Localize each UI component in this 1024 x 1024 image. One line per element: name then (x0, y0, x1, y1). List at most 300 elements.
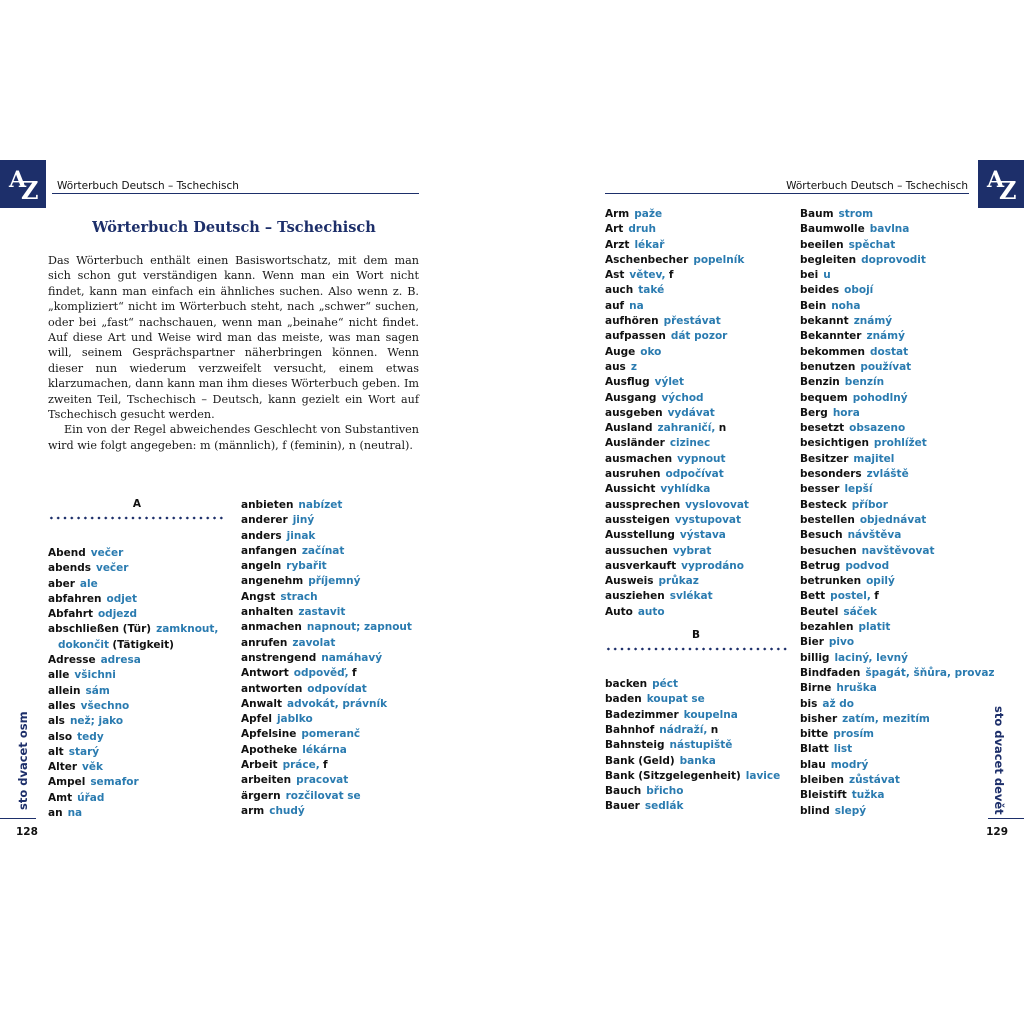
entries-column-1 (48, 497, 226, 821)
german-word: Auto (605, 605, 633, 618)
czech-translation: pomeranč (301, 728, 361, 741)
german-word: betrunken (800, 575, 862, 588)
czech-translation: než; jako (69, 715, 124, 728)
german-word: anrufen (241, 636, 288, 649)
page-number: 128 (16, 826, 38, 838)
czech-translation: známý (853, 315, 893, 328)
german-word: auf (605, 299, 625, 312)
german-word: angenehm (241, 575, 304, 588)
german-word: Amt (48, 791, 73, 804)
czech-translation: špagát, šňůra, provaz (865, 666, 995, 679)
czech-translation: zahraničí, (657, 422, 716, 435)
german-word: beides (800, 284, 840, 297)
german-word: auch (605, 284, 634, 297)
dictionary-entry (241, 789, 421, 804)
dictionary-entry (241, 743, 421, 758)
dictionary-entry (48, 684, 226, 699)
czech-translation: noha (831, 299, 861, 312)
german-word: aussuchen (605, 544, 668, 557)
german-word: besuchen (800, 544, 857, 557)
german-word: Bank (Geld) (605, 754, 675, 767)
dictionary-entry (605, 799, 787, 814)
german-word: anderer (241, 514, 288, 527)
czech-translation: semafor (90, 776, 139, 789)
dictionary-entry (605, 589, 787, 604)
czech-translation: dát pozor (670, 330, 728, 343)
german-word: Benzin (800, 376, 840, 389)
german-word: blau (800, 758, 826, 771)
dictionary-entry (800, 498, 980, 513)
az-logo: A Z (978, 160, 1024, 208)
german-word: Apotheke (241, 743, 298, 756)
czech-translation: zatím, mezitím (842, 712, 930, 725)
german-word: besonders (800, 468, 862, 481)
german-word: Alter (48, 761, 78, 774)
german-word: besichtigen (800, 437, 869, 450)
czech-translation: doprovodit (861, 253, 926, 266)
dictionary-entry (48, 806, 226, 821)
dictionary-entry (800, 345, 980, 360)
dictionary-entry (800, 804, 980, 819)
german-word: bleiben (800, 773, 844, 786)
dictionary-entry (800, 467, 980, 482)
dictionary-entry (241, 529, 421, 544)
czech-translation: dostat (870, 345, 909, 358)
czech-translation: používat (860, 360, 912, 373)
german-word: Apfelsine (241, 728, 297, 741)
german-word: ausmachen (605, 452, 673, 465)
czech-translation: podvod (845, 559, 890, 572)
german-word: benutzen (800, 360, 856, 373)
czech-translation: list (833, 743, 853, 756)
dictionary-entry (800, 788, 980, 803)
german-word: Ausweis (605, 575, 654, 588)
czech-translation: majitel (853, 452, 895, 465)
german-word: abschließen (Tür) (48, 623, 152, 636)
german-word: Baumwolle (800, 223, 865, 236)
czech-translation: větev, (629, 269, 666, 282)
german-word: Arbeit (241, 759, 278, 772)
dictionary-entry (605, 329, 787, 344)
entry-list (48, 546, 226, 821)
german-word: Bahnsteig (605, 739, 665, 752)
entry-list (605, 207, 787, 620)
german-word: Bank (Sitzgelegenheit) (605, 769, 741, 782)
dictionary-entry (605, 513, 787, 528)
dictionary-entry (800, 268, 980, 283)
german-word: anders (241, 529, 282, 542)
czech-translation: u (823, 269, 831, 282)
dictionary-entry (48, 607, 226, 622)
czech-translation: postel, (830, 590, 871, 603)
german-word: backen (605, 678, 648, 691)
german-word: antworten (241, 682, 303, 695)
dictionary-entry (800, 421, 980, 436)
german-word: Aussicht (605, 483, 656, 496)
czech-translation: opilý (866, 575, 895, 588)
section-letter: A (132, 498, 142, 510)
dictionary-entry (605, 452, 787, 467)
dictionary-entry (605, 723, 787, 738)
grammar-note: n (710, 723, 719, 736)
dictionary-entry (605, 391, 787, 406)
dictionary-entry (241, 651, 421, 666)
german-word: bekannt (800, 315, 849, 328)
dictionary-entry (800, 452, 980, 467)
grammar-note: (Tätigkeit) (112, 638, 174, 651)
czech-translation: advokát, právník (287, 697, 388, 710)
dictionary-entry (241, 559, 421, 574)
czech-translation: vystupovat (674, 513, 742, 526)
german-word: besetzt (800, 422, 845, 435)
german-word: Ausländer (605, 437, 665, 450)
czech-translation: přestávat (663, 315, 721, 328)
german-word: allein (48, 684, 81, 697)
german-word: Bleistift (800, 789, 847, 802)
dictionary-entry (241, 513, 421, 528)
dictionary-entry (605, 360, 787, 375)
german-word: Arzt (605, 238, 630, 251)
czech-translation: prosím (833, 728, 874, 741)
dictionary-entry (241, 697, 421, 712)
german-word: Bein (800, 299, 827, 312)
czech-translation: zvláště (866, 468, 909, 481)
dictionary-entry (800, 589, 980, 604)
dictionary-entry (800, 314, 980, 329)
czech-translation: nabízet (298, 499, 343, 511)
german-word: alle (48, 669, 70, 682)
german-word: an (48, 807, 63, 820)
header-rule (52, 193, 419, 194)
dictionary-entry (605, 436, 787, 451)
czech-translation: ale (79, 577, 98, 590)
czech-translation: věk (82, 761, 103, 774)
german-word: baden (605, 693, 642, 706)
czech-translation: adresa (100, 654, 141, 667)
german-word: Ausland (605, 422, 653, 435)
dictionary-entry (605, 738, 787, 753)
czech-translation: objednávat (859, 513, 927, 526)
dictionary-entry (800, 222, 980, 237)
czech-translation: koupelna (683, 708, 738, 721)
czech-translation: vyslovovat (685, 498, 749, 511)
czech-translation: péct (652, 678, 679, 691)
german-word: Auge (605, 345, 636, 358)
czech-translation: průkaz (658, 575, 699, 588)
german-word: Besitzer (800, 452, 849, 465)
dictionary-entry (800, 544, 980, 559)
czech-translation: z (630, 360, 637, 373)
german-word: Abfahrt (48, 608, 93, 621)
dictionary-entry (605, 207, 787, 222)
dictionary-entry (605, 544, 787, 559)
page-number: 129 (986, 826, 1008, 838)
dictionary-entry (241, 620, 421, 635)
dictionary-entry (48, 653, 226, 668)
german-word: anbieten (241, 499, 294, 511)
dictionary-entry (800, 712, 980, 727)
dictionary-entry (48, 622, 226, 637)
czech-translation: lékař (634, 238, 665, 251)
dictionary-entry (800, 253, 980, 268)
dictionary-entry (605, 498, 787, 513)
czech-translation: vydávat (667, 406, 715, 419)
german-word: Birne (800, 682, 832, 695)
german-word: beeilen (800, 238, 844, 251)
czech-translation: cizinec (669, 437, 711, 450)
dictionary-entry (800, 436, 980, 451)
dictionary-entry (605, 708, 787, 723)
dictionary-entry (605, 238, 787, 253)
german-word: Bett (800, 590, 826, 603)
czech-translation: zůstávat (848, 773, 900, 786)
german-word: bekommen (800, 345, 866, 358)
german-word: Arm (605, 208, 630, 220)
german-word: aussteigen (605, 513, 670, 526)
czech-translation: dokončit (58, 638, 109, 651)
german-word: Bier (800, 636, 824, 649)
dictionary-entry (605, 692, 787, 707)
dictionary-entry (605, 559, 787, 574)
czech-translation: platit (858, 621, 891, 634)
dictionary-entry (605, 406, 787, 421)
czech-translation: odjet (106, 592, 137, 605)
czech-translation: nástupiště (669, 739, 733, 752)
czech-translation: sám (85, 684, 110, 697)
german-word: ausgeben (605, 406, 663, 419)
dictionary-entry (241, 498, 421, 513)
german-word: Bahnhof (605, 723, 655, 736)
dictionary-entry (48, 791, 226, 806)
dictionary-entry (605, 421, 787, 436)
dictionary-entry (800, 727, 980, 742)
german-word: aufhören (605, 315, 659, 328)
entries-column-1 (605, 207, 787, 815)
dictionary-entry (605, 283, 787, 298)
czech-translation: výlet (654, 376, 685, 389)
czech-translation: zamknout, (156, 623, 219, 636)
czech-translation: jablko (276, 713, 313, 726)
czech-translation: jinak (286, 529, 316, 542)
dictionary-entry (800, 651, 980, 666)
dictionary-entry (48, 760, 226, 775)
dictionary-entry (800, 360, 980, 375)
german-word: Ausgang (605, 391, 657, 404)
german-word: ausverkauft (605, 559, 677, 572)
dictionary-entry (800, 207, 980, 222)
dictionary-entry (605, 482, 787, 497)
czech-translation: pohodlný (852, 391, 908, 404)
entry-list (605, 677, 787, 815)
grammar-note: f (874, 590, 879, 603)
german-word: aufpassen (605, 330, 666, 343)
german-word: Art (605, 223, 624, 236)
dictionary-entry (241, 727, 421, 742)
czech-translation: druh (628, 223, 656, 236)
dictionary-entry (605, 784, 787, 799)
dictionary-entry (605, 467, 787, 482)
side-label: sto dvacet osm (16, 711, 30, 810)
czech-translation: až do (822, 697, 854, 710)
dictionary-entry (48, 745, 226, 760)
czech-translation: paže (634, 208, 663, 220)
czech-translation: příbor (851, 498, 888, 511)
czech-translation: sedlák (644, 800, 684, 813)
dictionary-entry (241, 574, 421, 589)
dictionary-entry (48, 577, 226, 592)
dictionary-entry (800, 666, 995, 681)
german-word: Bindfaden (800, 666, 861, 679)
german-word: begleiten (800, 253, 857, 266)
grammar-note: f (352, 667, 357, 680)
page-number-rule (0, 818, 36, 819)
czech-translation: známý (866, 330, 905, 343)
czech-translation: obojí (844, 284, 874, 297)
czech-translation: modrý (830, 758, 869, 771)
czech-translation: vyhlídka (660, 483, 711, 496)
czech-translation: břicho (646, 785, 684, 798)
dictionary-entry (800, 773, 980, 788)
czech-translation: úřad (77, 791, 105, 804)
dictionary-entry (605, 345, 787, 360)
german-word: Angst (241, 590, 276, 603)
czech-translation: lepší (844, 483, 873, 496)
german-word: besser (800, 483, 840, 496)
czech-translation: večer (90, 547, 124, 559)
german-word: ärgern (241, 789, 281, 802)
dictionary-entry (48, 699, 226, 714)
intro-paragraph: Das Wörterbuch enthält einen Basiswortschatz, mit dem man sich schon gut verständigen kann. Wenn man ein Wort nicht findet, kann man einfach ein ähnliches suchen. Also wenn z. B. „kompliziert“ nicht im Wörterbuch steht, nach „schwer“ suchen, oder bei „fast“ nachschauen, wenn man „beinahe“ nicht findet. Auf diese Art und Weise wird man das meiste, was man sagen will, seinem Gesprächspartner näherbringen können. Wenn dieser nun wiederum verzweifelt versucht, einem etwas klarzumachen, dann kann man ihm dieses Wörterbuch geben. Im zweiten Teil, Tschechisch – Deutsch, kann gezielt ein Wort auf Tschechisch gesucht werden. (48, 254, 419, 422)
czech-translation: obsazeno (849, 422, 906, 435)
czech-translation: banka (679, 754, 716, 767)
dictionary-entry (241, 590, 421, 605)
czech-translation: tužka (851, 789, 885, 802)
dictionary-entry (48, 561, 226, 576)
dictionary-entry (48, 714, 226, 729)
german-word: Apfel (241, 713, 272, 726)
dictionary-entry (800, 742, 980, 757)
dictionary-entry (605, 528, 787, 543)
running-head: Wörterbuch Deutsch – Tschechisch (786, 180, 968, 192)
czech-translation: východ (661, 391, 704, 404)
dictionary-entry (800, 605, 980, 620)
czech-translation: pivo (828, 636, 855, 649)
header-rule (605, 193, 969, 194)
page-title: Wörterbuch Deutsch – Tschechisch (92, 219, 376, 236)
czech-translation: také (638, 284, 665, 297)
german-word: anstrengend (241, 651, 317, 664)
dictionary-entry (605, 314, 787, 329)
az-logo: A Z (0, 160, 46, 208)
dotted-divider (48, 516, 226, 520)
dictionary-entry (605, 222, 787, 237)
czech-translation: na (67, 807, 83, 820)
dictionary-entry (800, 681, 980, 696)
german-word: Beutel (800, 605, 839, 618)
german-word: angeln (241, 560, 282, 573)
dictionary-entry (605, 253, 787, 268)
czech-translation: výstava (679, 529, 726, 542)
czech-translation: vyprodáno (681, 559, 744, 572)
dictionary-entry (605, 605, 787, 620)
czech-translation: koupat se (646, 693, 705, 706)
german-word: Besteck (800, 498, 847, 511)
german-word: also (48, 730, 73, 743)
czech-translation: sáček (843, 605, 878, 618)
german-word: aus (605, 360, 626, 373)
dictionary-entry (800, 513, 980, 528)
dictionary-entry (241, 605, 421, 620)
dictionary-entry (800, 482, 980, 497)
czech-translation: strom (838, 208, 874, 220)
czech-translation: lékárna (302, 743, 347, 756)
czech-translation: rozčilovat se (285, 789, 361, 802)
dictionary-entry (241, 636, 421, 651)
german-word: alles (48, 699, 76, 712)
page-number-rule (988, 818, 1024, 819)
dictionary-entry (800, 406, 980, 421)
dictionary-entry (800, 697, 980, 712)
czech-translation: nádraží, (659, 723, 708, 736)
dictionary-entry (800, 574, 980, 589)
dictionary-entry (800, 620, 980, 635)
section-letter: B (691, 629, 700, 642)
czech-translation: hora (832, 406, 860, 419)
intro-text (48, 253, 419, 453)
german-word: abfahren (48, 592, 102, 605)
german-word: Adresse (48, 654, 96, 667)
czech-translation: tedy (77, 730, 104, 743)
czech-translation: prohlížet (873, 437, 927, 450)
dictionary-entry (800, 528, 980, 543)
czech-translation: starý (68, 745, 100, 758)
dictionary-entry (241, 712, 421, 727)
german-word: Aschenbecher (605, 253, 689, 266)
german-word: aussprechen (605, 498, 681, 511)
german-word: bezahlen (800, 621, 854, 634)
czech-translation: jiný (292, 514, 315, 527)
czech-translation: auto (637, 605, 665, 618)
german-word: ausziehen (605, 590, 665, 603)
german-word: Anwalt (241, 697, 283, 710)
dictionary-entry (800, 283, 980, 298)
german-word: Betrug (800, 559, 841, 572)
czech-translation: rybařit (286, 560, 327, 573)
czech-translation: na (629, 299, 644, 312)
german-word: bis (800, 697, 818, 710)
german-word: ausruhen (605, 468, 661, 481)
grammar-note: f (323, 759, 328, 772)
czech-translation: strach (280, 590, 318, 603)
czech-translation: pracovat (296, 774, 349, 787)
german-word: Badezimmer (605, 708, 679, 721)
dictionary-entry (605, 268, 787, 283)
dictionary-entry (48, 638, 226, 653)
dictionary-entry (800, 238, 980, 253)
dictionary-entry (800, 375, 980, 390)
czech-translation: navštěvovat (861, 544, 935, 557)
german-word: Abend (48, 547, 86, 559)
dictionary-entry (605, 574, 787, 589)
dictionary-entry (241, 544, 421, 559)
grammar-note: n (718, 422, 727, 435)
german-word: als (48, 715, 65, 728)
german-word: aber (48, 577, 75, 590)
czech-translation: návštěva (847, 529, 902, 542)
dictionary-entry (48, 592, 226, 607)
czech-translation: odpočívat (665, 468, 724, 481)
dictionary-entry (241, 666, 421, 681)
